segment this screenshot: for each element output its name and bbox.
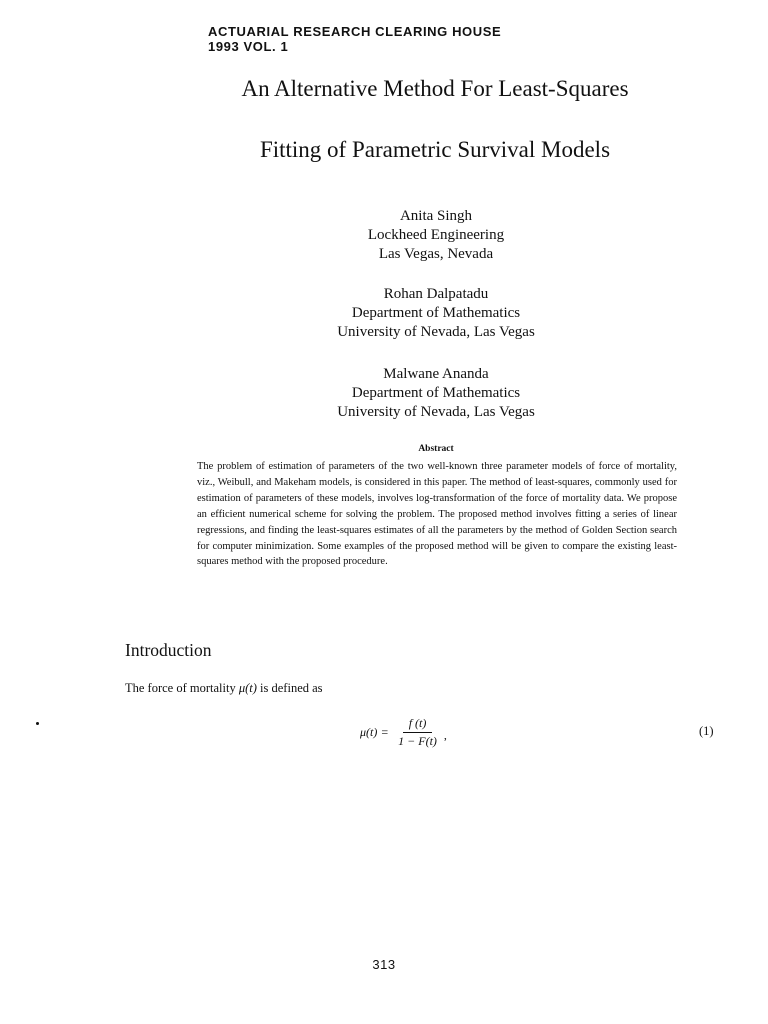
paper-title-line-2: Fitting of Parametric Survival Models [259,137,611,162]
equation-comma: , [443,728,447,742]
journal-header [208,24,501,54]
equation-lhs: μ(t) [360,725,378,739]
author-affiliation: Lockheed Engineering [367,227,505,243]
intro-text-after: is defined as [256,681,323,695]
equation-number: (1) [699,724,714,738]
scan-mark [36,722,39,725]
author-block [236,207,636,264]
author-name: Malwane Ananda [383,366,489,382]
introduction-paragraph [125,681,323,696]
journal-name: ACTUARIAL RESEARCH CLEARING HOUSE [208,24,502,39]
page-number: 313 [372,957,396,972]
fraction [392,716,443,749]
fraction-denominator: 1 − F(t) [398,734,437,748]
author-block [236,365,636,422]
author-name: Rohan Dalpatadu [383,286,489,302]
equals-sign: = [381,725,389,739]
journal-volume: 1993 VOL. 1 [208,39,289,54]
author-affiliation: Department of Mathematics [351,305,521,321]
mu-symbol: μ(t) [238,681,257,695]
author-name: Anita Singh [399,208,473,224]
equation-1 [360,716,447,749]
abstract-heading: Abstract [418,444,454,454]
paper-title-line-1: An Alternative Method For Least-Squares [241,76,629,101]
author-location: University of Nevada, Las Vegas [337,324,535,340]
author-block [236,285,636,342]
author-location: University of Nevada, Las Vegas [337,404,535,420]
introduction-heading: Introduction [125,640,212,660]
intro-text-before: The force of mortality [125,681,239,695]
abstract-text: The problem of estimation of parameters of the two well-known three parameter models of force of mortality, viz., Weibull, and Makeham models, is considered in this paper. The method of least-squares, commonly used for estimation of parameters of these models, involves log-transformation of the force of mortality data. We propose an efficient numerical scheme for solving the problem. The proposed method involves fitting a series of linear regressions, and finding the least-squares estimates of all the parameters by the method of Golden Section search for computer minimization. Some examples of the proposed method will be given to compare the existing least-squares method with the proposed procedure. [197,461,677,568]
author-affiliation: Department of Mathematics [351,385,521,401]
author-location: Las Vegas, Nevada [378,246,494,262]
fraction-numerator: f (t) [403,716,433,733]
